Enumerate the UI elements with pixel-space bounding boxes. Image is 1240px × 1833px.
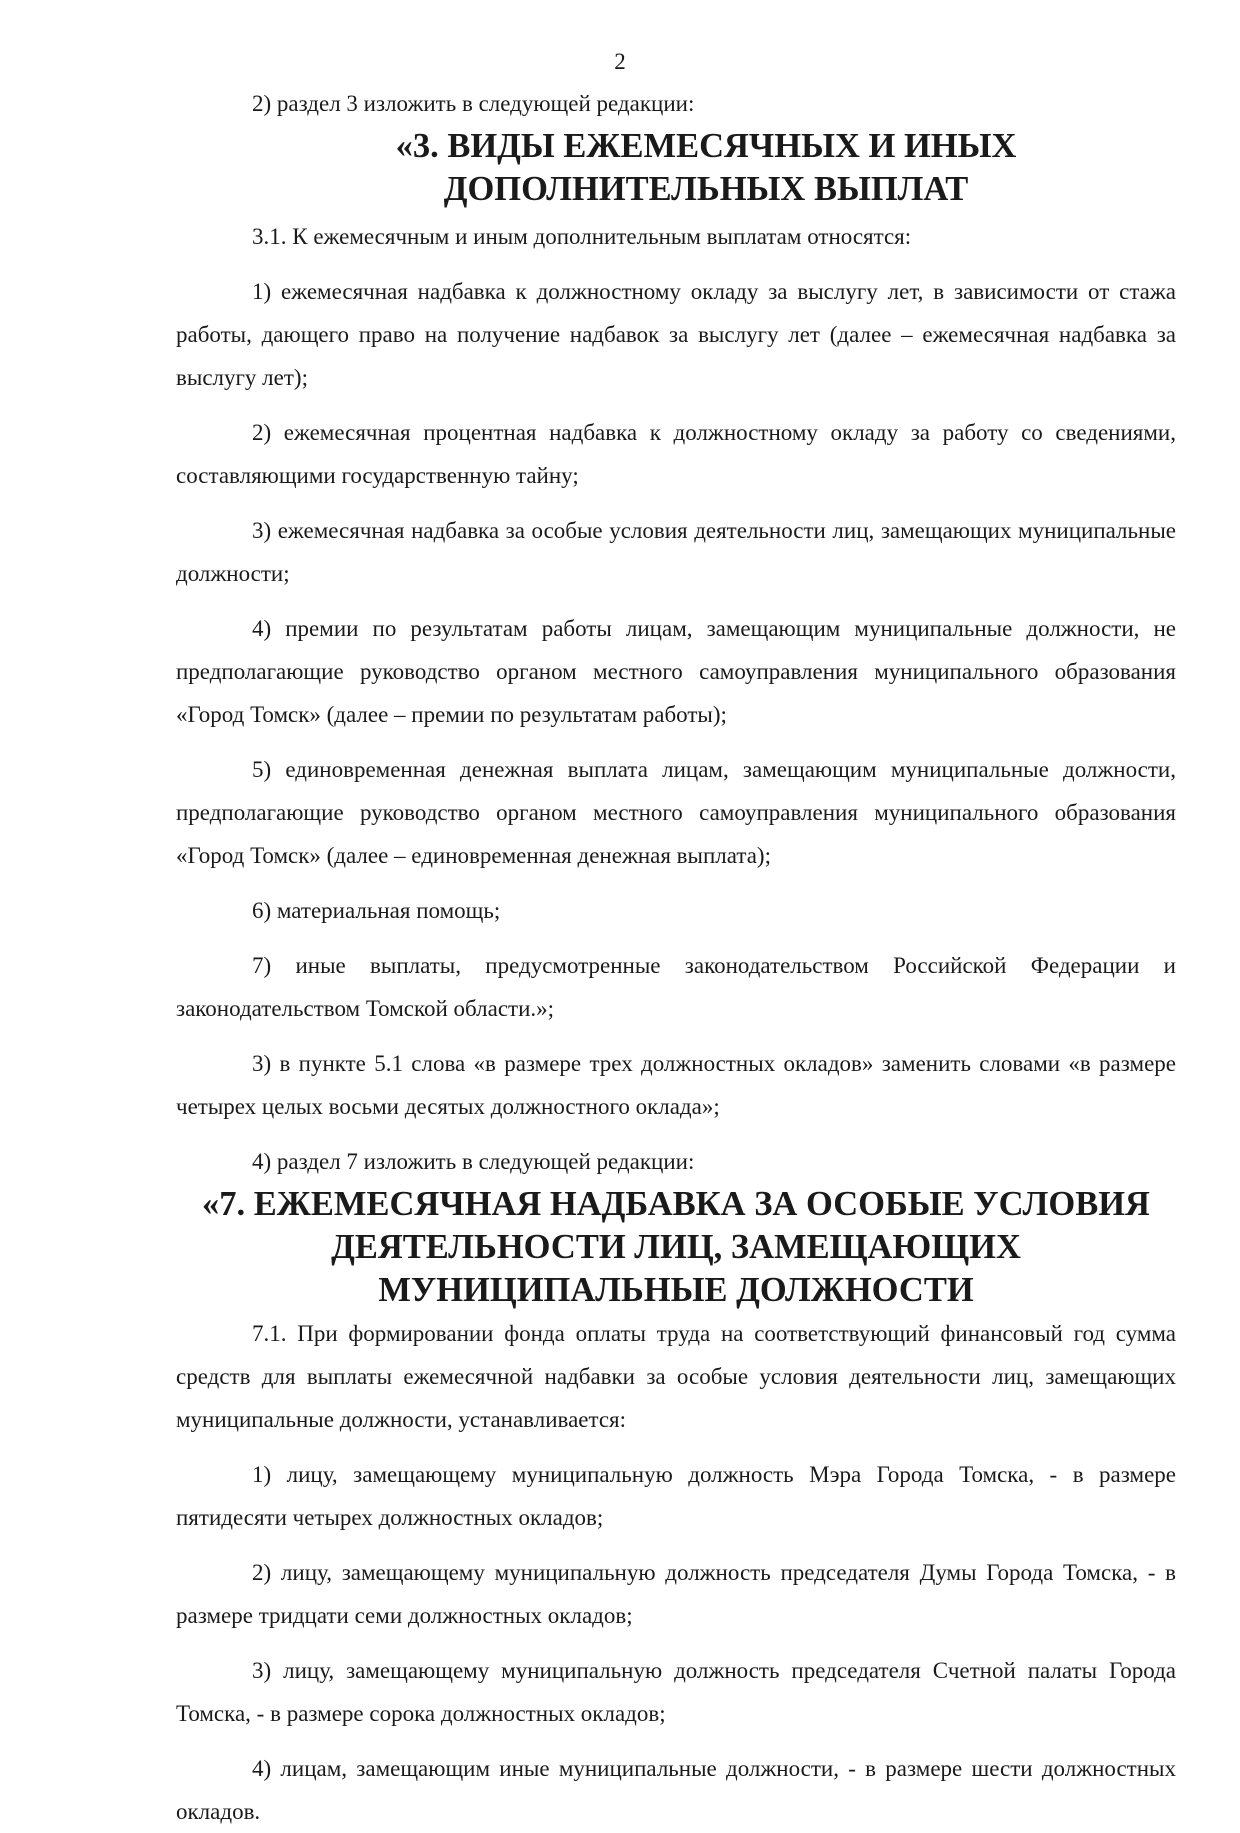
list-item-payment-1: 1) ежемесячная надбавка к должностному окладу за выслугу лет, в зависимости от стажа работы, дающего право на получение надбавок за выслугу лет (далее – ежемесячная надбавка за выслугу лет); (176, 279, 1176, 390)
section-7-heading: «7. ЕЖЕМЕСЯЧНАЯ НАДБАВКА ЗА ОСОБЫЕ УСЛОВИЯ ДЕЯТЕЛЬНОСТИ ЛИЦ, ЗАМЕЩАЮЩИХ МУНИЦИПАЛЬНЫЕ ДОЛЖНОСТИ (202, 1185, 1150, 1309)
paragraph-amend-section-7: 4) раздел 7 изложить в следующей редакции: (252, 1149, 695, 1174)
list-item-payment-2: 2) ежемесячная процентная надбавка к должностному окладу за работу со сведениями, составляющими государственную тайну; (176, 420, 1176, 488)
paragraph-amend-section-3: 2) раздел 3 изложить в следующей редакции: (252, 91, 695, 116)
list-item-payment-4: 4) премии по результатам работы лицам, замещающим муниципальные должности, не предполагающие руководство органом местного самоуправления муниципального образования «Город Томск» (далее – премии по результатам работы); (176, 616, 1176, 727)
list-item-payment-6: 6) материальная помощь; (252, 898, 501, 923)
paragraph-7-1: 7.1. При формировании фонда оплаты труда на соответствующий финансовый год сумма средств для выплаты ежемесячной надбавки за особые условия деятельности лиц, замещающих муниципальные должности, устанавливается: (176, 1321, 1176, 1432)
paragraph-3-1: 3.1. К ежемесячным и иным дополнительным выплатам относятся: (252, 224, 912, 249)
list-item-allowance-4: 4) лицам, замещающим иные муниципальные должности, - в размере шести должностных окладов. (176, 1756, 1176, 1824)
section-3-heading: «3. ВИДЫ ЕЖЕМЕСЯЧНЫХ И ИНЫХ ДОПОЛНИТЕЛЬНЫХ ВЫПЛАТ (395, 127, 1017, 208)
paragraph-amend-item-5-1: 3) в пункте 5.1 слова «в размере трех должностных окладов» заменить словами «в размере четырех целых восьми десятых должностного оклада»; (176, 1051, 1176, 1119)
list-item-allowance-1: 1) лицу, замещающему муниципальную должность Мэра Города Томска, - в размере пятидесяти четырех должностных окладов; (176, 1462, 1176, 1530)
page-number: 2 (614, 49, 626, 74)
list-item-payment-7: 7) иные выплаты, предусмотренные законодательством Российской Федерации и законодательством Томской области.»; (176, 953, 1176, 1021)
list-item-allowance-3: 3) лицу, замещающему муниципальную должность председателя Счетной палаты Города Томска, - в размере сорока должностных окладов; (176, 1658, 1176, 1726)
list-item-payment-3: 3) ежемесячная надбавка за особые условия деятельности лиц, замещающих муниципальные должности; (176, 518, 1176, 586)
list-item-allowance-2: 2) лицу, замещающему муниципальную должность председателя Думы Города Томска, - в размере тридцати семи должностных окладов; (176, 1560, 1176, 1628)
list-item-payment-5: 5) единовременная денежная выплата лицам, замещающим муниципальные должности, предполагающие руководство органом местного самоуправления муниципального образования «Город Томск» (далее – единовременная денежная выплата); (176, 757, 1176, 868)
